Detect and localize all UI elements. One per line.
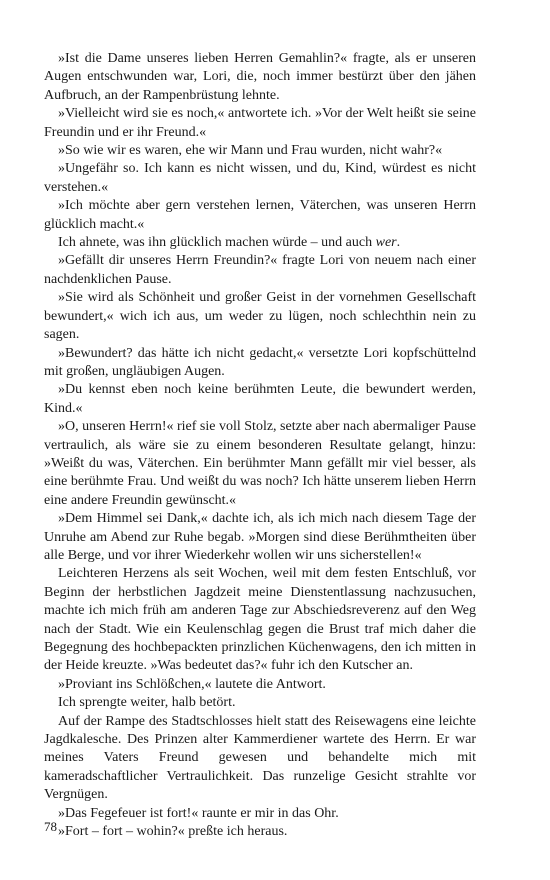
paragraph: »Du kennst eben noch keine berühmten Leute, die bewundert werden, Kind.« — [44, 382, 476, 416]
paragraph: Auf der Rampe des Stadtschlosses hielt statt des Reisewagens eine leichte Jagdkalesche. Des Prinzen alter Kammerdiener wartete des Herrn. Er war meines Vaters Freund gewesen und behandelte mich mit kameradschaftlicher Vertraulichkeit. Das runzelige Gesicht strahlte vor Vergnügen. — [44, 713, 476, 803]
paragraph: »Ist die Dame unseres lieben Herren Gemahlin?« fragte, als er unseren Augen entschwunden war, Lori, die, noch immer bestürzt über den jähen Aufbruch, an der Rampenbrüstung lehnte. — [44, 51, 476, 103]
paragraph: »Ungefähr so. Ich kann es nicht wissen, und du, Kind, würdest es nicht verstehen.« — [44, 161, 476, 195]
paragraph: »Sie wird als Schönheit und großer Geist in der vornehmen Gesellschaft bewundert,« wich ich aus, um weder zu lügen, noch schlechthin nein zu sagen. — [44, 290, 476, 343]
paragraph — [44, 234, 476, 252]
paragraph-text: Ich ahnete, was ihn glücklich machen würde – und auch — [58, 235, 376, 251]
paragraph: »Dem Himmel sei Dank,« dachte ich, als ich mich nach diesem Tage der Unruhe am Abend zur Ruhe begab. »Morgen sind diese Berühmtheiten über alle Berge, und vor ihrer Wiederkehr wollen wir uns sicherstellen!« — [44, 511, 476, 563]
paragraph: Leichteren Herzens als seit Wochen, weil mit dem festen Entschluß, vor Beginn der herbstlichen Jagdzeit meine Dienstentlassung nachzusuchen, machte ich mich früh am anderen Tage zur Abschiedsreverenz auf den Weg nach der Stadt. Wie ein Keulenschlag gegen die Brust traf mich daher die Begegnung des hochbepackten prinzlichen Küchenwagens, den ich mitten in der Heide kreuzte. »Was bedeutet das?« fuhr ich den Kutscher an. — [44, 566, 476, 674]
paragraph: Ich sprengte weiter, halb betört. — [58, 695, 236, 711]
page-number: 78 — [44, 819, 57, 834]
emphasized-word: wer — [375, 235, 397, 251]
paragraph: »Bewundert? das hätte ich nicht gedacht,« versetzte Lori kopfschüttelnd mit großen, ungläubigen Augen. — [44, 345, 476, 379]
body-text — [44, 50, 476, 841]
paragraph: »O, unseren Herrn!« rief sie voll Stolz, setzte aber nach abermaliger Pause vertraulich, als wäre sie zu einem besonderen Resultate gelangt, hinzu: »Weißt du was, Väterchen. Ein berühmter Mann gefällt mir viel besser, als eine berühmte Frau. Und weißt du was noch? Ich hätte unserem lieben Herrn eine andere Freundin gewünscht.« — [44, 419, 476, 508]
paragraph: »Fort – fort – wohin?« preßte ich heraus. — [58, 824, 288, 840]
paragraph: »Ich möchte aber gern verstehen lernen, Väterchen, was unseren Herrn glücklich macht.« — [44, 198, 476, 232]
paragraph-text: . — [396, 235, 401, 251]
paragraph: »Gefällt dir unseres Herrn Freundin?« fragte Lori von neuem nach einer nachdenklichen Pause. — [44, 253, 476, 287]
paragraph: »Vielleicht wird sie es noch,« antwortete ich. »Vor der Welt heißt sie seine Freundin und er ihr Freund.« — [44, 106, 476, 140]
paragraph: »Das Fegefeuer ist fort!« raunte er mir in das Ohr. — [58, 805, 339, 821]
paragraph: »So wie wir es waren, ehe wir Mann und Frau wurden, nicht wahr?« — [58, 143, 443, 159]
paragraph: »Proviant ins Schlößchen,« lautete die Antwort. — [58, 676, 326, 692]
